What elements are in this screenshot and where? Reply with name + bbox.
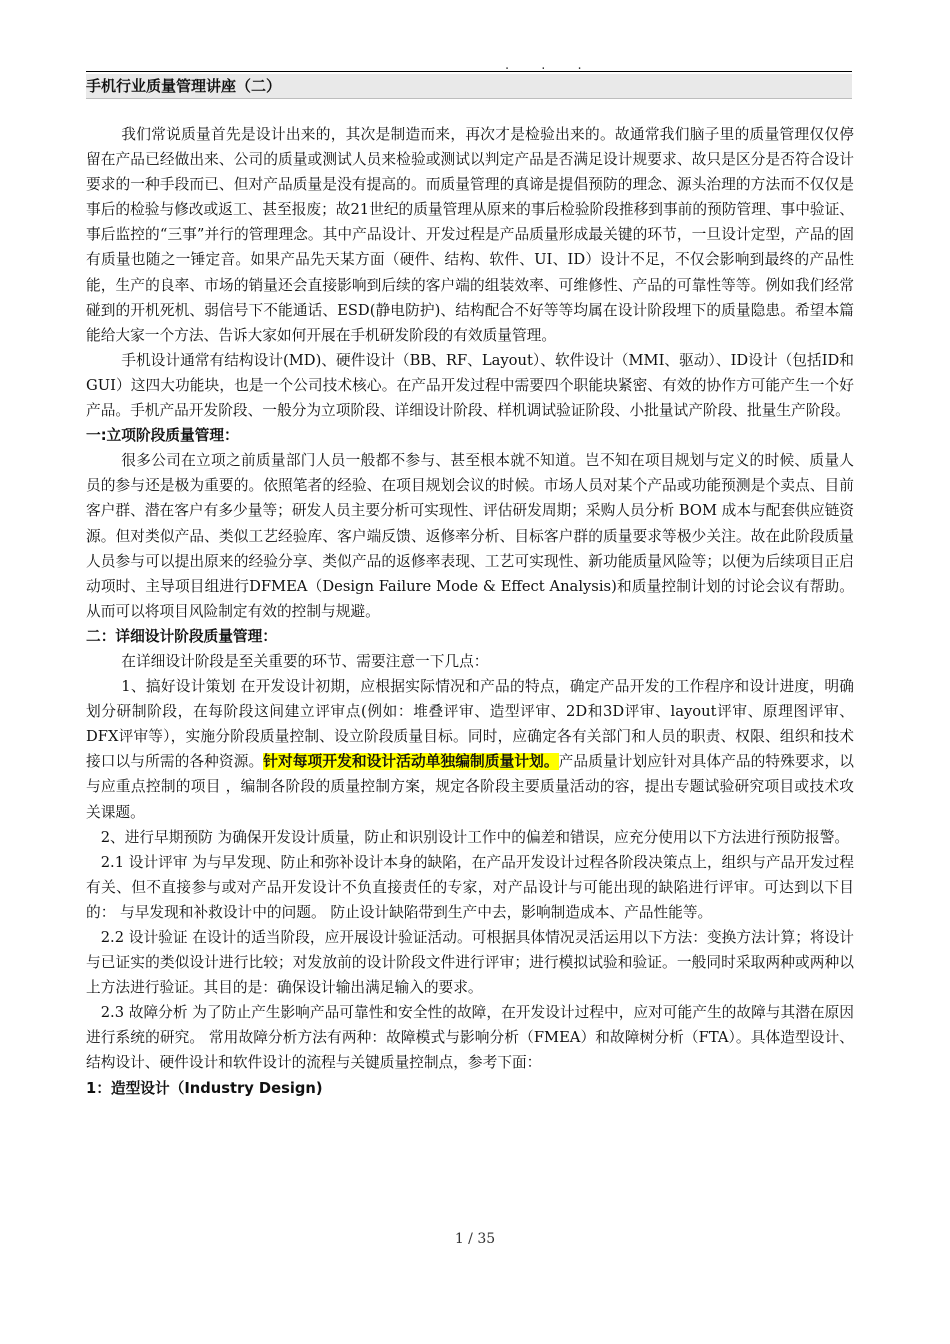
header-dots: . . . — [505, 58, 596, 73]
paragraph-design-verification: 2.2 设计验证 在设计的适当阶段，应开展设计验证活动。可根据具体情况灵活运用以下方法：变换方法计算；将设计与已证实的类似设计进行比较；对发放前的设计阶段文件进行评审；进行模拟试验和验证。一般同时采取两种或两种以上方法进行验证。其目的是：确保设计输出满足输入的要求。 — [86, 929, 854, 997]
header-rule — [86, 71, 852, 72]
page-number: 1 / 35 — [454, 1231, 496, 1247]
section-heading-industry-design: 1：造型设计（Industry Design) — [86, 1079, 323, 1097]
document-body — [86, 122, 854, 1101]
paragraph-project-initiation: 很多公司在立项之前质量部门人员一般都不参与、甚至根本就不知道。岂不知在项目规划与定义的时候、质量人员的参与还是极为重要的。依照笔者的经验、在项目规划会议的时候。市场人员对某个产品或功能预测是个卖点、目前客户群、潜在客户有多少量等；研发人员主要分析可实现性、评估研发周期；采购人员分析 BOM 成本与配套供应链资源。但对类似产品、类似工艺经验库、客户端反馈、返修率分析、目标客户群的质量要求等极少关注。故在此阶段质量人员参与可以提出原来的经验分享、类似产品的返修率表现、工艺可实现性、新功能质量风险等；以便为后续项目正启动项时、主导项目组进行DFMEA（Design Failure Mode & Effect Analysis)和质量控制计划的讨论会议有帮助。从而可以将项目风险制定有效的控制与规避。 — [86, 452, 854, 620]
paragraph-failure-analysis: 2.3 故障分析 为了防止产生影响产品可靠性和安全性的故障，在开发设计过程中，应对可能产生的故障与其潜在原因进行系统的研究。 常用故障分析方法有两种：故障模式与影响分析（FMEA）和故障树分析（FTA）。具体造型设计、结构设计、硬件设计和软件设计的流程与关键质量控制点，参考下面： — [86, 1004, 854, 1072]
highlighted-quality-plan: 针对每项开发和设计活动单独编制质量计划。 — [263, 753, 559, 771]
paragraph-intro: 我们常说质量首先是设计出来的，其次是制造而来，再次才是检验出来的。故通常我们脑子里的质量管理仅仅停留在产品已经做出来、公司的质量或测试人员来检验或测试以判定产品是否满足设计规要求、故只是区分是否符合设计要求的一种手段而已、但对产品质量是没有提高的。而质量管理的真谛是提倡预防的理念、源头治理的方法而不仅仅是事后的检验与修改或返工、甚至报废；故21世纪的质量管理从原来的事后检验阶段推移到事前的预防管理、事中验证、事后监控的“三事”并行的管理理念。其中产品设计、开发过程是产品质量形成最关键的环节，一旦设计定型，产品的固有质量也随之一锤定音。如果产品先天某方面（硬件、结构、软件、UI、ID）设计不足，不仅会影响到最终的产品性能，生产的良率、市场的销量还会直接影响到后续的客户端的组装效率、可维修性、产品的可靠性等等。例如我们经常碰到的开机死机、弱信号下不能通话、ESD(静电防护)、结构配合不好等等均属在设计阶段埋下的质量隐患。希望本篇能给大家一个方法、告诉大家如何开展在手机研发阶段的有效质量管理。 — [86, 126, 854, 344]
design-planning-text-continued: 产品质量计划应针对具体产品的特殊要求，以与应重点控制的项目 ，编制各阶段的质量控制方案，规定各阶段主要质量活动的容，提出专题试验研究项目或技术攻关课题。 — [86, 753, 854, 821]
paragraph-detailed-design-intro: 在详细设计阶段是至关重要的环节、需要注意一下几点： — [121, 652, 489, 670]
document-title: 手机行业质量管理讲座（二） — [86, 74, 852, 99]
paragraph-functional-blocks: 手机设计通常有结构设计(MD)、硬件设计（BB、RF、Layout）、软件设计（MMI、驱动）、ID设计（包括ID和GUI）这四大功能块，也是一个公司技术核心。在产品开发过程中需要四个职能块紧密、有效的协作方可能产生一个好产品。手机产品开发阶段、一般分为立项阶段、详细设计阶段、样机调试验证阶段、小批量试产阶段、批量生产阶段。 — [86, 351, 854, 420]
section-heading-detailed-design: 二：详细设计阶段质量管理： — [86, 627, 277, 645]
paragraph-early-prevention: 2、进行早期预防 为确保开发设计质量，防止和识别设计工作中的偏差和错误，应充分使用以下方法进行预防报警。 — [100, 828, 850, 846]
design-planning-text: 1、搞好设计策划 在开发设计初期，应根据实际情况和产品的特点，确定产品开发的工作程序和设计进度，明确划分研制阶段，在每阶段这间建立评审点(例如：堆叠评审、造型评审、2D和3D评审、layout评审、原理图评审、DFX评审等），实施分阶段质量控制、设立阶段质量目标。同时，应确定各有关部门和人员的职责、权限、组织和技术接口以与所需的各种资源。 — [86, 678, 854, 771]
paragraph-design-review: 2.1 设计评审 为与早发现、防止和弥补设计本身的缺陷，在产品开发设计过程各阶段决策点上，组织与产品开发过程有关、但不直接参与或对产品开发设计不负直接责任的专家，对产品设计与可能出现的缺陷进行评审。可达到以下目的： 与早发现和补救设计中的问题。 防止设计缺陷带到生产中去，影响制造成本、产品性能等。 — [86, 853, 854, 921]
section-heading-project-initiation: 一:立项阶段质量管理： — [86, 427, 239, 445]
paragraph-design-planning — [86, 674, 854, 825]
